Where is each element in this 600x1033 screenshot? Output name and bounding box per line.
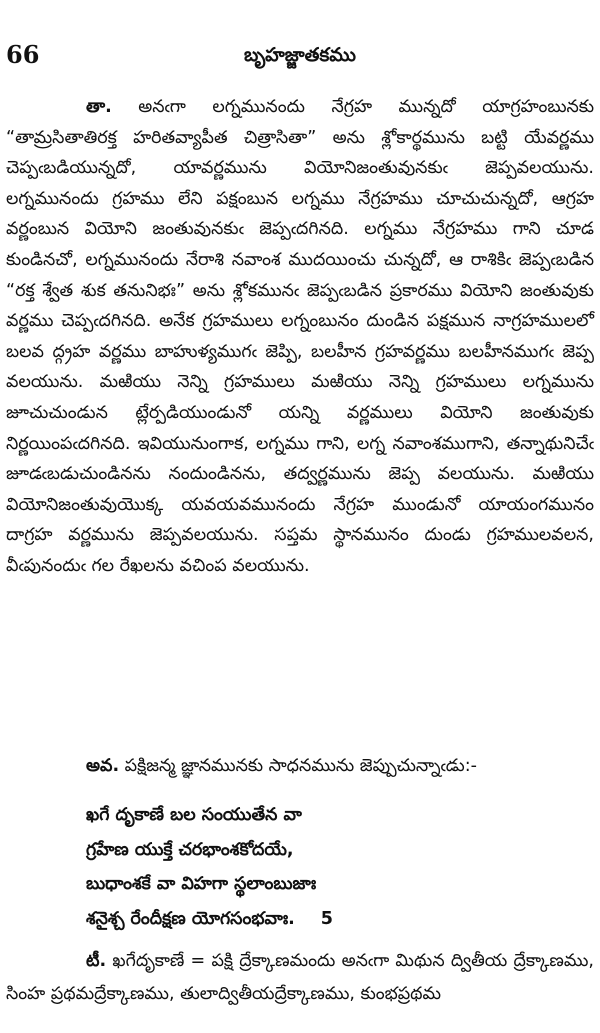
verse-line-1: ఖగే దృకాణే బల సంయుతేన వా — [86, 805, 302, 825]
commentary-paragraph — [6, 945, 594, 1011]
body-text — [6, 92, 594, 582]
commentary-text: ఖగేదృకాణే = పక్షి ద్రేక్కాణమందు అనఁగా మిథున ద్వితీయ ద్రేక్కాణము, సింహ ప్రథమద్రేక్కాణము, తులాద్వితీయద్రేక్కాణము, కుంభప్రథమ — [6, 951, 594, 1004]
verse-intro-text: పక్షిజన్మ జ్ఞానమునకు సాధనమును జెప్పుచున్నాఁడు:- — [119, 756, 477, 776]
verse-intro — [86, 751, 594, 781]
verse-intro-lead: అవ. — [86, 756, 120, 776]
paragraph-lead: తా. — [86, 97, 112, 117]
paragraph-text: అనఁగా లగ్నమునందు నేగ్రహ మున్నదో యాగ్రహంబునకు “తామ్రసితాతిరక్త హరితవ్యాపీత చిత్రాసితా” అను శ్లోకార్థమును బట్టి యేవర్ణము చెప్పఁబడియున్నదో, యావర్ణమును వియోనిజంతువునకుఁ జెప్పవలయును. లగ్నమునందు గ్రహము లేని పక్షంబున లగ్నము నేగ్రహము చూచుచున్నదో, ఆగ్రహ వర్ణంబున వియోని జంతువునకుఁ జెప్పఁదగినది. లగ్నము నేగ్రహము గాని చూడ కుండినచో, లగ్నమునందు నేరాశి నవాంశ ముదయించు చున్నదో, ఆ రాశికిఁ జెప్పఁబడిన “రక్త శ్వేత శుక తనునిభః” అను శ్లోకమునఁ జెప్పఁబడిన ప్రకారము వియోని జంతువుకు వర్ణము చెప్పఁదగినది. అనేక గ్రహములు లగ్నంబునం దుండిన పక్షమున నాగ్రహములలో బలవ ద్గ్రహ వర్ణము బాహుళ్యముగఁ జెప్పి, బలహీన గ్రహవర్ణము బలహీనముగఁ జెప్ప వలయును. మఱియు నెన్ని గ్రహములు మఱియు నెన్ని గ్రహములు లగ్నమును జూచుచుండున ట్లేర్పడియుండునో యన్ని వర్ణములు వియోని జంతువుకు నిర్ణయింపఁదగినది. ఇవియునుంగాక, లగ్నము గాని, లగ్న నవాంశముగాని, తన్నాథునిచేఁ జూడఁబడుచుండినను నందుండినను, తద్వర్ణమును జెప్ప వలయును. మఱియు వియోనిజంతువుయొక్క యవయవమునందు నేగ్రహ ముండునో యాయంగమునం దాగ్రహ వర్ణమును జెప్పవలయును. సప్తమ స్థానమునం దుండు గ్రహములవలన, వీఁపునందుఁ గల రేఖలను వచింప వలయును. — [6, 97, 594, 576]
paragraph-1 — [6, 92, 594, 582]
page-number: 66 — [6, 40, 40, 69]
verse-line-4 — [86, 902, 594, 937]
verse-line-2: గ్రహేణ యుక్తే చరభాంశకోదయే, — [86, 839, 294, 860]
sanskrit-verse — [86, 798, 594, 936]
commentary — [6, 945, 594, 1011]
running-title: బృహజ్జాతకము — [244, 44, 356, 66]
verse-number: 5 — [320, 908, 333, 929]
verse-line-4-text: శనైశ్చ రేందీక్షణ యోగసంభవాః. — [86, 908, 295, 929]
page-header — [0, 40, 600, 76]
commentary-lead: టీ. — [86, 951, 107, 971]
verse-line-3: బుధాంశకే వా విహగా స్థలాంబుజాః — [86, 874, 317, 894]
